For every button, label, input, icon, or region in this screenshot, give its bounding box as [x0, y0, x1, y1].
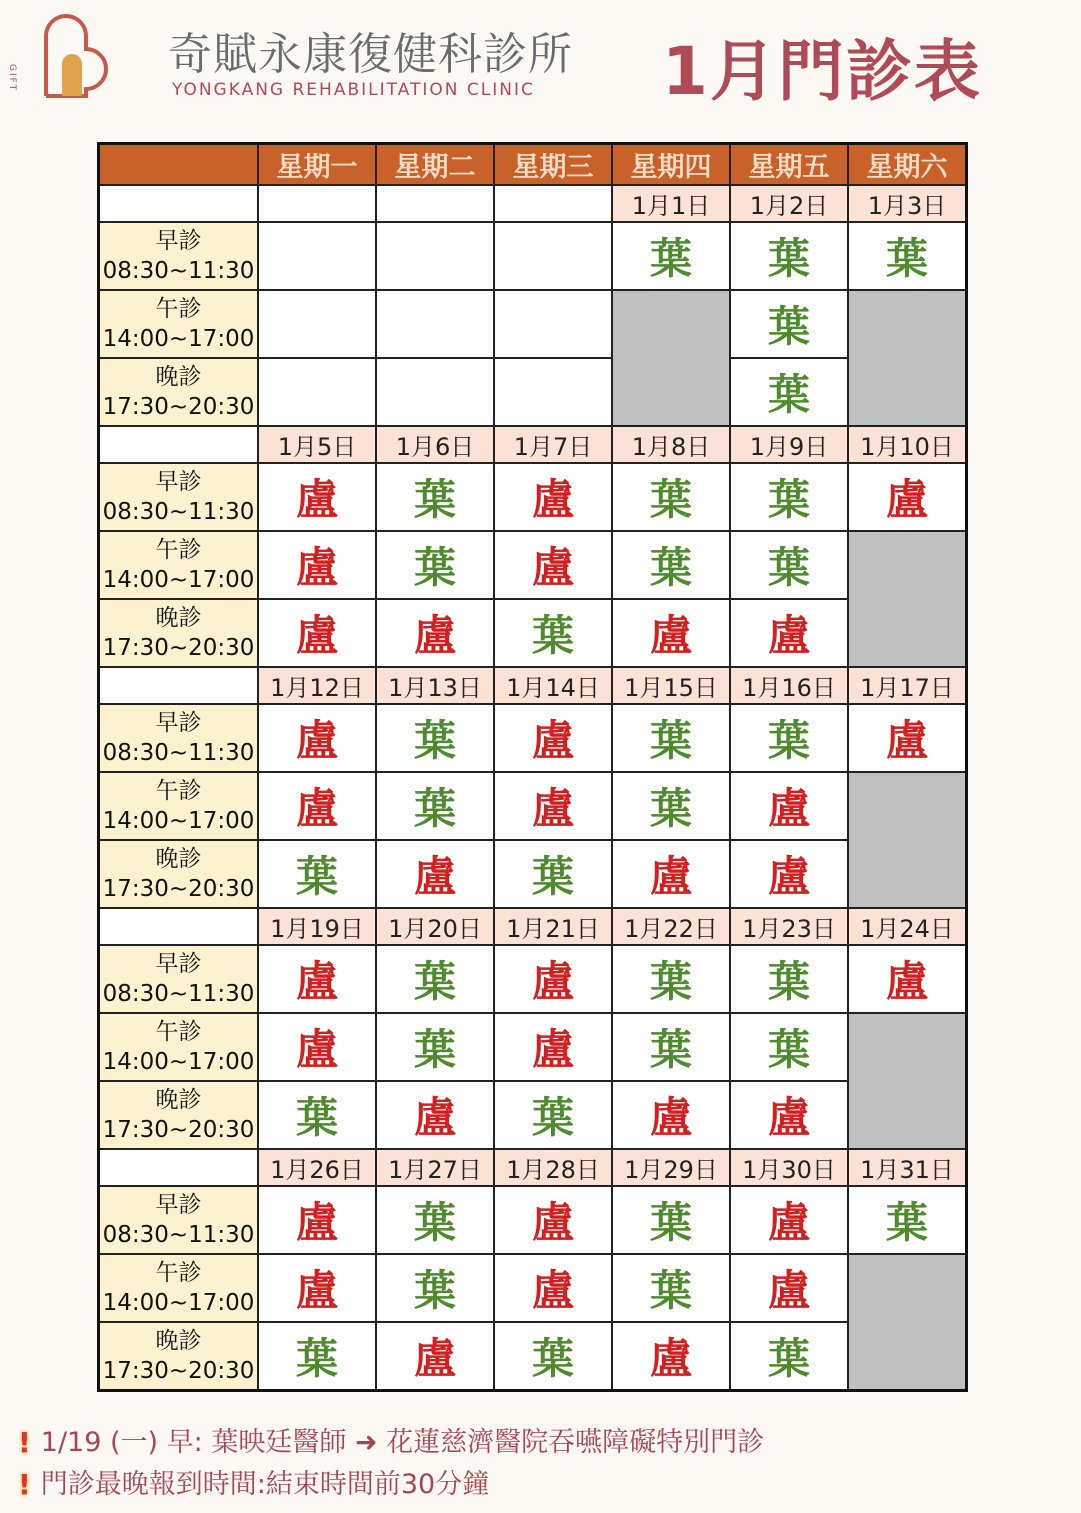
doctor-cell: 盧 — [848, 945, 967, 1013]
note-item — [18, 1464, 764, 1506]
empty-cell — [376, 358, 494, 426]
doctor-cell: 葉 — [376, 704, 494, 772]
session-row — [99, 463, 967, 531]
session-name: 早診 — [155, 228, 202, 254]
doctor-cell: 葉 — [612, 531, 730, 599]
svg-text:GIFT: GIFT — [7, 64, 17, 93]
doctor-cell: 盧 — [376, 840, 494, 908]
weekday-header: 星期四 — [612, 144, 730, 186]
empty-cell — [494, 290, 612, 358]
doctor-cell: 盧 — [848, 704, 967, 772]
date-cell: 1月16日 — [730, 667, 848, 704]
weekday-header-row — [99, 144, 967, 186]
empty-cell — [376, 222, 494, 290]
doctor-cell: 葉 — [612, 945, 730, 1013]
empty-cell — [258, 222, 376, 290]
session-name: 晚診 — [155, 1328, 202, 1354]
session-label — [99, 1013, 259, 1081]
doctor-cell: 葉 — [730, 704, 848, 772]
date-cell: 1月28日 — [494, 1149, 612, 1186]
empty-cell — [376, 290, 494, 358]
date-cell — [376, 185, 494, 222]
date-cell: 1月7日 — [494, 426, 612, 463]
session-time: 14:00~17:00 — [102, 1049, 255, 1075]
session-name: 午診 — [155, 1260, 202, 1286]
weekday-header: 星期二 — [376, 144, 494, 186]
doctor-cell: 葉 — [730, 945, 848, 1013]
session-time: 14:00~17:00 — [102, 326, 255, 352]
doctor-cell: 盧 — [848, 463, 967, 531]
session-name: 午診 — [155, 1019, 202, 1045]
doctor-cell: 盧 — [494, 704, 612, 772]
date-cell: 1月29日 — [612, 1149, 730, 1186]
date-row — [99, 908, 967, 945]
doctor-cell: 葉 — [730, 463, 848, 531]
date-cell: 1月17日 — [848, 667, 967, 704]
date-cell: 1月27日 — [376, 1149, 494, 1186]
warning-icon: ! — [18, 1468, 31, 1501]
doctor-cell: 盧 — [258, 599, 376, 667]
date-cell: 1月23日 — [730, 908, 848, 945]
closed-cell — [848, 290, 967, 426]
doctor-cell: 葉 — [258, 1322, 376, 1391]
session-label — [99, 463, 259, 531]
session-label — [99, 599, 259, 667]
clinic-name-zh: 奇賦永康復健科診所 — [168, 29, 573, 80]
date-cell: 1月6日 — [376, 426, 494, 463]
clinic-logo — [7, 14, 132, 104]
doctor-cell: 葉 — [730, 531, 848, 599]
date-cell: 1月30日 — [730, 1149, 848, 1186]
doctor-cell: 葉 — [612, 222, 730, 290]
session-label — [99, 840, 259, 908]
date-cell: 1月3日 — [848, 185, 967, 222]
schedule-title: 1月門診表 — [662, 33, 982, 110]
date-row — [99, 185, 967, 222]
doctor-cell: 盧 — [730, 599, 848, 667]
doctor-cell: 盧 — [494, 1254, 612, 1322]
doctor-cell: 盧 — [612, 840, 730, 908]
session-label — [99, 531, 259, 599]
session-time: 08:30~11:30 — [102, 1222, 255, 1248]
empty-cell — [494, 222, 612, 290]
doctor-cell: 盧 — [494, 531, 612, 599]
date-cell — [258, 185, 376, 222]
weekday-header: 星期一 — [258, 144, 376, 186]
session-time: 08:30~11:30 — [102, 258, 255, 284]
date-cell: 1月1日 — [612, 185, 730, 222]
doctor-cell: 盧 — [494, 1013, 612, 1081]
date-cell: 1月26日 — [258, 1149, 376, 1186]
doctor-cell: 盧 — [376, 1081, 494, 1149]
doctor-cell: 葉 — [848, 1186, 967, 1254]
session-row — [99, 290, 967, 358]
session-label — [99, 1186, 259, 1254]
closed-cell — [848, 1254, 967, 1391]
doctor-cell: 盧 — [258, 704, 376, 772]
date-cell: 1月13日 — [376, 667, 494, 704]
doctor-cell: 盧 — [494, 463, 612, 531]
session-label — [99, 1322, 259, 1391]
weekday-header: 星期五 — [730, 144, 848, 186]
session-name: 早診 — [155, 1192, 202, 1218]
doctor-cell: 葉 — [494, 840, 612, 908]
session-row — [99, 704, 967, 772]
weekday-header: 星期六 — [848, 144, 967, 186]
doctor-cell: 盧 — [730, 1081, 848, 1149]
session-time: 08:30~11:30 — [102, 740, 255, 766]
session-time: 08:30~11:30 — [102, 981, 255, 1007]
session-label — [99, 704, 259, 772]
date-cell: 1月12日 — [258, 667, 376, 704]
session-name: 午診 — [155, 778, 202, 804]
session-time: 14:00~17:00 — [102, 808, 255, 834]
doctor-cell: 葉 — [258, 840, 376, 908]
doctor-cell: 盧 — [730, 1186, 848, 1254]
empty-cell — [258, 290, 376, 358]
date-cell: 1月22日 — [612, 908, 730, 945]
session-time: 14:00~17:00 — [102, 567, 255, 593]
date-corner — [99, 185, 259, 222]
session-row — [99, 1013, 967, 1081]
date-row — [99, 667, 967, 704]
notes — [18, 1422, 764, 1506]
session-label — [99, 358, 259, 426]
doctor-cell: 葉 — [376, 1186, 494, 1254]
doctor-cell: 葉 — [730, 358, 848, 426]
weekday-header: 星期三 — [494, 144, 612, 186]
session-row — [99, 222, 967, 290]
date-row — [99, 1149, 967, 1186]
doctor-cell: 盧 — [730, 772, 848, 840]
date-corner — [99, 667, 259, 704]
doctor-cell: 葉 — [730, 222, 848, 290]
date-cell: 1月15日 — [612, 667, 730, 704]
session-time: 14:00~17:00 — [102, 1290, 255, 1316]
doctor-cell: 葉 — [730, 290, 848, 358]
closed-cell — [612, 290, 730, 426]
date-cell: 1月9日 — [730, 426, 848, 463]
date-cell: 1月14日 — [494, 667, 612, 704]
doctor-cell: 盧 — [494, 1186, 612, 1254]
doctor-cell: 葉 — [612, 772, 730, 840]
session-name: 晚診 — [155, 1087, 202, 1113]
session-row — [99, 531, 967, 599]
doctor-cell: 葉 — [730, 1013, 848, 1081]
doctor-cell: 盧 — [258, 1013, 376, 1081]
date-cell: 1月31日 — [848, 1149, 967, 1186]
doctor-cell: 盧 — [258, 772, 376, 840]
date-cell: 1月21日 — [494, 908, 612, 945]
session-name: 早診 — [155, 710, 202, 736]
session-row — [99, 599, 967, 667]
doctor-cell: 葉 — [494, 1081, 612, 1149]
doctor-cell: 盧 — [730, 1254, 848, 1322]
doctor-cell: 盧 — [376, 1322, 494, 1391]
doctor-cell: 葉 — [848, 222, 967, 290]
doctor-cell: 盧 — [258, 463, 376, 531]
closed-cell — [848, 772, 967, 908]
doctor-cell: 盧 — [612, 1081, 730, 1149]
doctor-cell: 盧 — [258, 1186, 376, 1254]
doctor-cell: 盧 — [494, 945, 612, 1013]
session-label — [99, 222, 259, 290]
doctor-cell: 葉 — [494, 599, 612, 667]
date-corner — [99, 1149, 259, 1186]
date-cell: 1月10日 — [848, 426, 967, 463]
closed-cell — [848, 1013, 967, 1149]
empty-cell — [494, 358, 612, 426]
session-name: 午診 — [155, 537, 202, 563]
doctor-cell: 葉 — [376, 945, 494, 1013]
doctor-cell: 葉 — [494, 1322, 612, 1391]
session-name: 晚診 — [155, 364, 202, 390]
doctor-cell: 葉 — [730, 1322, 848, 1391]
session-label — [99, 772, 259, 840]
doctor-cell: 盧 — [730, 840, 848, 908]
session-label — [99, 290, 259, 358]
session-name: 早診 — [155, 469, 202, 495]
warning-icon: ! — [18, 1426, 31, 1459]
empty-cell — [258, 358, 376, 426]
doctor-cell: 葉 — [612, 1186, 730, 1254]
session-row — [99, 1254, 967, 1322]
doctor-cell: 葉 — [376, 772, 494, 840]
session-time: 17:30~20:30 — [102, 1358, 255, 1384]
session-name: 午診 — [155, 296, 202, 322]
session-row — [99, 358, 967, 426]
note-text: 1/19 (一) 早: 葉映廷醫師 ➜ 花蓮慈濟醫院吞嚥障礙特別門診 — [40, 1427, 765, 1458]
doctor-cell: 葉 — [612, 463, 730, 531]
date-cell: 1月8日 — [612, 426, 730, 463]
closed-cell — [848, 531, 967, 667]
note-text: 門診最晚報到時間:結束時間前30分鐘 — [40, 1469, 490, 1500]
session-time: 17:30~20:30 — [102, 394, 255, 420]
date-cell: 1月19日 — [258, 908, 376, 945]
date-cell: 1月20日 — [376, 908, 494, 945]
date-cell: 1月24日 — [848, 908, 967, 945]
doctor-cell: 葉 — [612, 1013, 730, 1081]
session-time: 17:30~20:30 — [102, 876, 255, 902]
session-row — [99, 840, 967, 908]
session-row — [99, 1186, 967, 1254]
session-label — [99, 1254, 259, 1322]
session-row — [99, 1322, 967, 1391]
doctor-cell: 葉 — [376, 463, 494, 531]
date-cell — [494, 185, 612, 222]
doctor-cell: 葉 — [376, 1013, 494, 1081]
session-row — [99, 1081, 967, 1149]
session-time: 17:30~20:30 — [102, 1117, 255, 1143]
date-row — [99, 426, 967, 463]
session-label — [99, 1081, 259, 1149]
date-corner — [99, 908, 259, 945]
doctor-cell: 葉 — [376, 1254, 494, 1322]
doctor-cell: 盧 — [258, 531, 376, 599]
session-label — [99, 945, 259, 1013]
doctor-cell: 葉 — [258, 1081, 376, 1149]
note-item — [18, 1422, 764, 1464]
session-name: 晚診 — [155, 605, 202, 631]
corner-cell — [99, 144, 259, 186]
date-cell: 1月2日 — [730, 185, 848, 222]
session-time: 17:30~20:30 — [102, 635, 255, 661]
doctor-cell: 盧 — [258, 1254, 376, 1322]
doctor-cell: 盧 — [494, 772, 612, 840]
doctor-cell: 葉 — [376, 531, 494, 599]
doctor-cell: 盧 — [612, 599, 730, 667]
doctor-cell: 盧 — [376, 599, 494, 667]
session-name: 早診 — [155, 951, 202, 977]
session-time: 08:30~11:30 — [102, 499, 255, 525]
date-corner — [99, 426, 259, 463]
doctor-cell: 盧 — [612, 1322, 730, 1391]
doctor-cell: 盧 — [258, 945, 376, 1013]
schedule-table — [97, 142, 968, 1392]
doctor-cell: 葉 — [612, 704, 730, 772]
clinic-name-en: YONGKANG REHABILITATION CLINIC — [172, 80, 535, 100]
session-row — [99, 945, 967, 1013]
session-name: 晚診 — [155, 846, 202, 872]
doctor-cell: 葉 — [612, 1254, 730, 1322]
schedule-body — [99, 185, 967, 1391]
session-row — [99, 772, 967, 840]
date-cell: 1月5日 — [258, 426, 376, 463]
